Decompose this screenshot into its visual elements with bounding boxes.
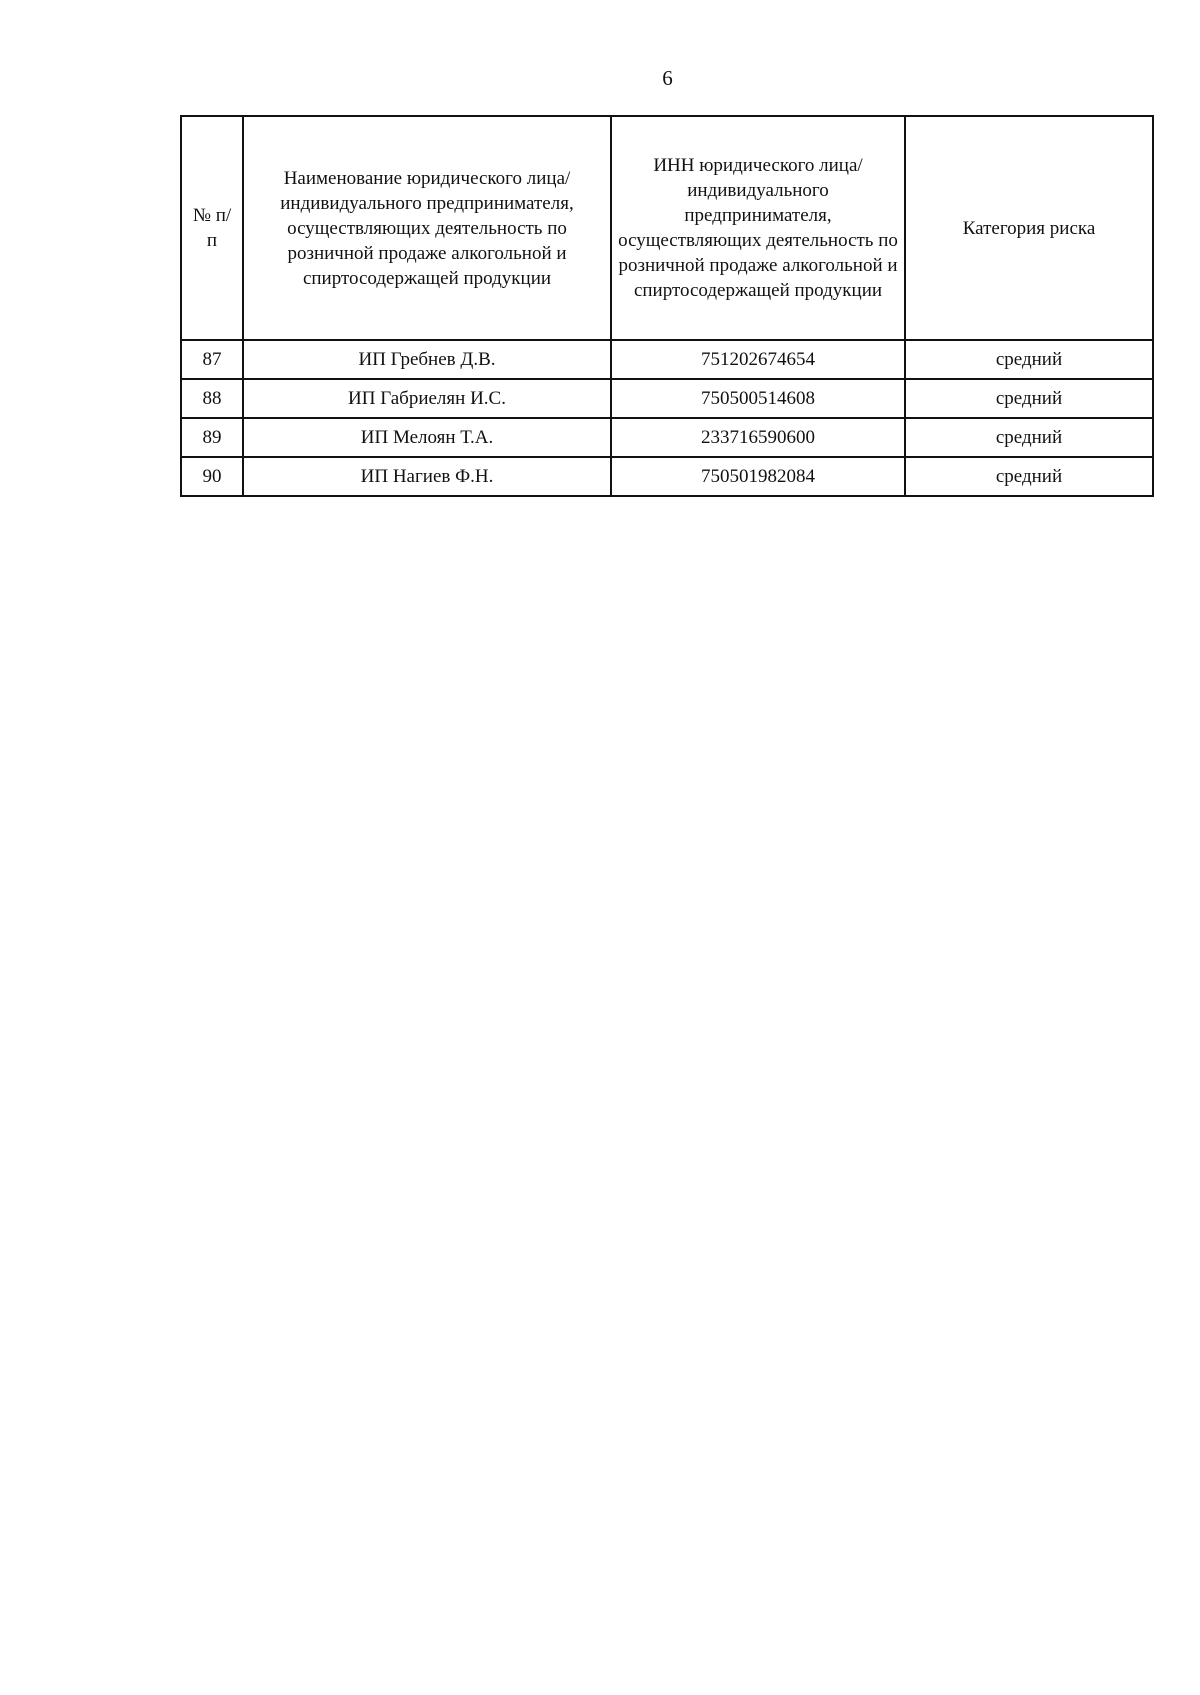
cell-name: ИП Нагиев Ф.Н. — [243, 457, 611, 496]
table-row — [181, 418, 1153, 457]
header-inn: ИНН юридического лица/индивидуального предпринимателя, осуществляющих деятельность по розничной продаже алкогольной и спиртосодержащей продукции — [611, 116, 905, 340]
cell-number: 90 — [181, 457, 243, 496]
cell-risk: средний — [905, 418, 1153, 457]
cell-risk: средний — [905, 457, 1153, 496]
table-row — [181, 379, 1153, 418]
risk-category-table — [180, 115, 1154, 497]
cell-risk: средний — [905, 340, 1153, 379]
cell-name: ИП Габриелян И.С. — [243, 379, 611, 418]
cell-inn: 750501982084 — [611, 457, 905, 496]
cell-number: 88 — [181, 379, 243, 418]
cell-inn: 233716590600 — [611, 418, 905, 457]
header-number: № п/п — [181, 116, 243, 340]
table-row — [181, 457, 1153, 496]
table-header-row — [181, 116, 1153, 340]
page-number: 6 — [662, 66, 673, 90]
table-row — [181, 340, 1153, 379]
header-risk-category: Категория риска — [905, 116, 1153, 340]
cell-number: 87 — [181, 340, 243, 379]
cell-risk: средний — [905, 379, 1153, 418]
cell-inn: 751202674654 — [611, 340, 905, 379]
cell-inn: 750500514608 — [611, 379, 905, 418]
header-name: Наименование юридического лица/индивидуального предпринимателя, осуществляющих деятельность по розничной продаже алкогольной и спиртосодержащей продукции — [243, 116, 611, 340]
cell-name: ИП Мелоян Т.А. — [243, 418, 611, 457]
cell-name: ИП Гребнев Д.В. — [243, 340, 611, 379]
cell-number: 89 — [181, 418, 243, 457]
